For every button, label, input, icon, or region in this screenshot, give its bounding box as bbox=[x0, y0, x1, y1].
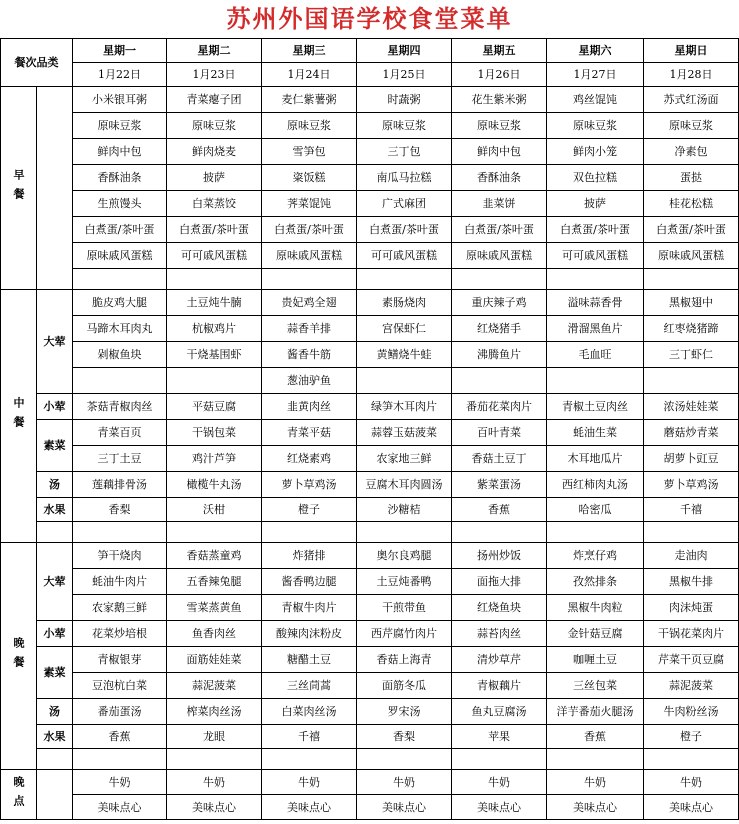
dish-cell: 牛奶 bbox=[357, 770, 452, 795]
dish-cell: 走油肉 bbox=[644, 543, 739, 569]
day-header: 星期四 bbox=[357, 39, 452, 63]
empty-cell bbox=[167, 749, 262, 770]
breakfast-row bbox=[1, 191, 739, 217]
dish-cell: 贵妃鸡全翅 bbox=[262, 290, 357, 316]
dish-cell: 三丁虾仁 bbox=[644, 342, 739, 368]
dish-cell: 龙眼 bbox=[167, 725, 262, 749]
dish-cell: 三丁土豆 bbox=[73, 446, 167, 472]
dish-cell: 牛奶 bbox=[452, 770, 547, 795]
dish-cell: 沃柑 bbox=[167, 498, 262, 522]
dish-cell: 白煮蛋/茶叶蛋 bbox=[547, 217, 644, 243]
dish-cell: 酱香牛筋 bbox=[262, 342, 357, 368]
dish-cell: 西芹腐竹肉片 bbox=[357, 621, 452, 647]
day-header: 星期日 bbox=[644, 39, 739, 63]
empty-cell bbox=[452, 522, 547, 543]
dish-cell: 滑溜黑鱼片 bbox=[547, 316, 644, 342]
dish-cell: 原味戚风蛋糕 bbox=[262, 243, 357, 269]
category-soup: 汤 bbox=[37, 699, 73, 725]
lunch-row bbox=[1, 368, 739, 394]
dish-cell: 黑椒牛排 bbox=[644, 569, 739, 595]
dish-cell: 榨菜肉丝汤 bbox=[167, 699, 262, 725]
dish-cell: 木耳地瓜片 bbox=[547, 446, 644, 472]
category-soup: 汤 bbox=[37, 472, 73, 498]
dish-cell bbox=[644, 368, 739, 394]
dish-cell: 黑椒牛肉粒 bbox=[547, 595, 644, 621]
empty-category bbox=[37, 749, 73, 770]
date-header: 1月28日 bbox=[644, 63, 739, 87]
lunch-row bbox=[1, 522, 739, 543]
dinner-row bbox=[1, 543, 739, 569]
day-header: 星期二 bbox=[167, 39, 262, 63]
menu-table bbox=[0, 38, 739, 820]
dish-cell: 宫保虾仁 bbox=[357, 316, 452, 342]
dish-cell: 金针菇豆腐 bbox=[547, 621, 644, 647]
empty-cell bbox=[262, 269, 357, 290]
lunch-row bbox=[1, 290, 739, 316]
dish-cell: 小米银耳粥 bbox=[73, 87, 167, 113]
empty-cell bbox=[262, 522, 357, 543]
empty-cell bbox=[644, 522, 739, 543]
empty-category bbox=[37, 522, 73, 543]
dish-cell: 青菜平菇 bbox=[262, 420, 357, 446]
dish-cell: 香菇土豆丁 bbox=[452, 446, 547, 472]
dish-cell: 牛奶 bbox=[167, 770, 262, 795]
dish-cell bbox=[452, 368, 547, 394]
lunch-row bbox=[1, 394, 739, 420]
dish-cell: 牛肉粉丝汤 bbox=[644, 699, 739, 725]
dish-cell: 溢味蒜香骨 bbox=[547, 290, 644, 316]
dish-cell: 沸腾鱼片 bbox=[452, 342, 547, 368]
dish-cell: 美味点心 bbox=[644, 795, 739, 820]
dish-cell: 鲜肉中包 bbox=[452, 139, 547, 165]
dish-cell: 香梨 bbox=[73, 498, 167, 522]
dish-cell: 豆泡杭白菜 bbox=[73, 673, 167, 699]
dish-cell: 扬州炒饭 bbox=[452, 543, 547, 569]
empty-cell bbox=[357, 749, 452, 770]
dish-cell: 红烧鱼块 bbox=[452, 595, 547, 621]
breakfast-row bbox=[1, 243, 739, 269]
dish-cell: 可可戚风蛋糕 bbox=[357, 243, 452, 269]
day-header: 星期六 bbox=[547, 39, 644, 63]
dish-cell bbox=[73, 368, 167, 394]
dish-cell: 韭菜饼 bbox=[452, 191, 547, 217]
empty-cell bbox=[73, 749, 167, 770]
dish-cell: 荠菜馄饨 bbox=[262, 191, 357, 217]
dish-cell: 豆腐木耳肉圆汤 bbox=[357, 472, 452, 498]
dish-cell: 香菇蒸童鸡 bbox=[167, 543, 262, 569]
header-date-row bbox=[1, 63, 739, 87]
empty-cell bbox=[167, 269, 262, 290]
dish-cell: 蛋挞 bbox=[644, 165, 739, 191]
dish-cell: 香酥油条 bbox=[73, 165, 167, 191]
snack-category bbox=[37, 770, 73, 820]
dish-cell: 披萨 bbox=[547, 191, 644, 217]
date-header: 1月25日 bbox=[357, 63, 452, 87]
dish-cell: 披萨 bbox=[167, 165, 262, 191]
dish-cell: 面拖大排 bbox=[452, 569, 547, 595]
dish-cell: 雪笋包 bbox=[262, 139, 357, 165]
dish-cell: 杭椒鸡片 bbox=[167, 316, 262, 342]
dish-cell: 香酥油条 bbox=[452, 165, 547, 191]
dish-cell: 鱼香肉丝 bbox=[167, 621, 262, 647]
dish-cell: 白菜肉丝汤 bbox=[262, 699, 357, 725]
date-header: 1月24日 bbox=[262, 63, 357, 87]
category-small-meat: 小荤 bbox=[37, 621, 73, 647]
meal-label-lunch: 中餐 bbox=[1, 290, 37, 543]
lunch-row bbox=[1, 472, 739, 498]
dish-cell: 生煎馒头 bbox=[73, 191, 167, 217]
dinner-row bbox=[1, 725, 739, 749]
dish-cell: 蒜泥菠菜 bbox=[167, 673, 262, 699]
day-header: 星期三 bbox=[262, 39, 357, 63]
dish-cell: 原味豆浆 bbox=[262, 113, 357, 139]
day-header: 星期一 bbox=[73, 39, 167, 63]
dish-cell: 酸辣肉沫粉皮 bbox=[262, 621, 357, 647]
dish-cell: 面筋冬瓜 bbox=[357, 673, 452, 699]
category-big-meat: 大荤 bbox=[37, 290, 73, 394]
dish-cell: 清炒草芹 bbox=[452, 647, 547, 673]
dish-cell: 茶菇青椒肉丝 bbox=[73, 394, 167, 420]
dish-cell: 粢饭糕 bbox=[262, 165, 357, 191]
dish-cell: 蒜苔肉丝 bbox=[452, 621, 547, 647]
dish-cell: 白煮蛋/茶叶蛋 bbox=[644, 217, 739, 243]
dish-cell: 黑椒翅中 bbox=[644, 290, 739, 316]
dish-cell: 蒜蓉玉菇菠菜 bbox=[357, 420, 452, 446]
dish-cell: 牛奶 bbox=[547, 770, 644, 795]
dish-cell: 鸡汁芦笋 bbox=[167, 446, 262, 472]
dish-cell: 广式麻团 bbox=[357, 191, 452, 217]
meal-label-snack: 晚点 bbox=[1, 770, 37, 820]
dish-cell: 炸烹仔鸡 bbox=[547, 543, 644, 569]
dish-cell: 番茄蛋汤 bbox=[73, 699, 167, 725]
dish-cell: 胡萝卜豇豆 bbox=[644, 446, 739, 472]
empty-cell bbox=[452, 749, 547, 770]
dish-cell: 马蹄木耳肉丸 bbox=[73, 316, 167, 342]
snack-row bbox=[1, 770, 739, 795]
dish-cell: 哈密瓜 bbox=[547, 498, 644, 522]
category-small-meat: 小荤 bbox=[37, 394, 73, 420]
dinner-row bbox=[1, 595, 739, 621]
dish-cell: 牛奶 bbox=[73, 770, 167, 795]
dish-cell: 毛血旺 bbox=[547, 342, 644, 368]
dish-cell: 青菜百页 bbox=[73, 420, 167, 446]
dish-cell: 沙糖桔 bbox=[357, 498, 452, 522]
dish-cell: 原味豆浆 bbox=[357, 113, 452, 139]
dish-cell: 香蕉 bbox=[73, 725, 167, 749]
dish-cell: 蒜泥菠菜 bbox=[644, 673, 739, 699]
dish-cell: 平菇豆腐 bbox=[167, 394, 262, 420]
dish-cell: 青椒土豆肉丝 bbox=[547, 394, 644, 420]
dish-cell: 白煮蛋/茶叶蛋 bbox=[73, 217, 167, 243]
empty-cell bbox=[644, 749, 739, 770]
dish-cell: 五香辣兔腿 bbox=[167, 569, 262, 595]
dish-cell: 红枣烧猪蹄 bbox=[644, 316, 739, 342]
dish-cell: 土豆炖番鸭 bbox=[357, 569, 452, 595]
dish-cell: 炸猪排 bbox=[262, 543, 357, 569]
empty-cell bbox=[167, 522, 262, 543]
dish-cell: 番茄花菜肉片 bbox=[452, 394, 547, 420]
dish-cell: 蘑菇炒青菜 bbox=[644, 420, 739, 446]
dish-cell: 香蕉 bbox=[452, 498, 547, 522]
dish-cell: 剁椒鱼块 bbox=[73, 342, 167, 368]
dish-cell: 莲藕排骨汤 bbox=[73, 472, 167, 498]
dish-cell: 香梨 bbox=[357, 725, 452, 749]
dish-cell: 面筋娃娃菜 bbox=[167, 647, 262, 673]
dish-cell bbox=[357, 368, 452, 394]
dish-cell: 蚝油牛肉片 bbox=[73, 569, 167, 595]
dish-cell: 干煎带鱼 bbox=[357, 595, 452, 621]
dish-cell: 原味戚风蛋糕 bbox=[644, 243, 739, 269]
dish-cell: 原味戚风蛋糕 bbox=[452, 243, 547, 269]
breakfast-row bbox=[1, 113, 739, 139]
dish-cell: 奥尔良鸡腿 bbox=[357, 543, 452, 569]
dish-cell: 肉沫炖蛋 bbox=[644, 595, 739, 621]
dish-cell: 干烧基围虾 bbox=[167, 342, 262, 368]
empty-cell bbox=[644, 269, 739, 290]
empty-cell bbox=[452, 269, 547, 290]
dish-cell: 橙子 bbox=[262, 498, 357, 522]
empty-cell bbox=[547, 269, 644, 290]
dish-cell: 白煮蛋/茶叶蛋 bbox=[357, 217, 452, 243]
dish-cell: 美味点心 bbox=[73, 795, 167, 820]
dish-cell: 千禧 bbox=[644, 498, 739, 522]
dish-cell: 孜然排条 bbox=[547, 569, 644, 595]
dish-cell: 红烧素鸡 bbox=[262, 446, 357, 472]
breakfast-row bbox=[1, 139, 739, 165]
dish-cell: 萝卜草鸡汤 bbox=[262, 472, 357, 498]
dish-cell: 青菜瘪子团 bbox=[167, 87, 262, 113]
dish-cell: 青椒藕片 bbox=[452, 673, 547, 699]
dish-cell: 浓汤娃娃菜 bbox=[644, 394, 739, 420]
dish-cell: 干锅花菜肉片 bbox=[644, 621, 739, 647]
dish-cell: 美味点心 bbox=[547, 795, 644, 820]
dish-cell: 绿笋木耳肉片 bbox=[357, 394, 452, 420]
dish-cell bbox=[167, 368, 262, 394]
empty-cell bbox=[73, 522, 167, 543]
snack-row bbox=[1, 795, 739, 820]
lunch-row bbox=[1, 446, 739, 472]
dinner-row bbox=[1, 749, 739, 770]
dish-cell: 原味豆浆 bbox=[547, 113, 644, 139]
dish-cell: 美味点心 bbox=[452, 795, 547, 820]
dish-cell: 牛奶 bbox=[262, 770, 357, 795]
dish-cell: 花生紫米粥 bbox=[452, 87, 547, 113]
dish-cell: 韭黄肉丝 bbox=[262, 394, 357, 420]
dish-cell: 花菜炒培根 bbox=[73, 621, 167, 647]
dish-cell: 鲜肉烧麦 bbox=[167, 139, 262, 165]
dinner-row bbox=[1, 621, 739, 647]
empty-cell bbox=[547, 522, 644, 543]
dish-cell: 鱼丸豆腐汤 bbox=[452, 699, 547, 725]
dish-cell: 红烧猪手 bbox=[452, 316, 547, 342]
lunch-row bbox=[1, 498, 739, 522]
dinner-row bbox=[1, 699, 739, 725]
date-header: 1月26日 bbox=[452, 63, 547, 87]
dish-cell: 酱香鸭边腿 bbox=[262, 569, 357, 595]
dish-cell: 麦仁紫薯粥 bbox=[262, 87, 357, 113]
dish-cell: 黄鳝烧牛蛙 bbox=[357, 342, 452, 368]
empty-cell bbox=[73, 269, 167, 290]
dish-cell: 葱油驴鱼 bbox=[262, 368, 357, 394]
category-fruit: 水果 bbox=[37, 498, 73, 522]
dish-cell: 紫菜蛋汤 bbox=[452, 472, 547, 498]
day-header: 星期五 bbox=[452, 39, 547, 63]
dish-cell: 白煮蛋/茶叶蛋 bbox=[167, 217, 262, 243]
dish-cell: 鲜肉中包 bbox=[73, 139, 167, 165]
dish-cell: 橙子 bbox=[644, 725, 739, 749]
dish-cell: 笋干烧肉 bbox=[73, 543, 167, 569]
dish-cell: 百叶青菜 bbox=[452, 420, 547, 446]
dish-cell: 蒜香羊排 bbox=[262, 316, 357, 342]
header-day-row bbox=[1, 39, 739, 63]
dish-cell: 洋芋番茄火腿汤 bbox=[547, 699, 644, 725]
dish-cell: 南瓜马拉糕 bbox=[357, 165, 452, 191]
date-header: 1月23日 bbox=[167, 63, 262, 87]
breakfast-row bbox=[1, 165, 739, 191]
category-big-meat: 大荤 bbox=[37, 543, 73, 621]
empty-cell bbox=[547, 749, 644, 770]
dish-cell: 苏式红汤面 bbox=[644, 87, 739, 113]
dish-cell: 白菜蒸饺 bbox=[167, 191, 262, 217]
dish-cell: 原味豆浆 bbox=[452, 113, 547, 139]
dish-cell: 可可戚风蛋糕 bbox=[167, 243, 262, 269]
dish-cell: 鲜肉小笼 bbox=[547, 139, 644, 165]
empty-cell bbox=[262, 749, 357, 770]
dish-cell: 鸡丝馄饨 bbox=[547, 87, 644, 113]
category-vegetable: 素菜 bbox=[37, 647, 73, 699]
dish-cell: 重庆辣子鸡 bbox=[452, 290, 547, 316]
dish-cell: 素肠烧肉 bbox=[357, 290, 452, 316]
dish-cell: 雪菜蒸黄鱼 bbox=[167, 595, 262, 621]
dish-cell: 芹菜干页豆腐 bbox=[644, 647, 739, 673]
dish-cell: 香蕉 bbox=[547, 725, 644, 749]
dish-cell: 原味豆浆 bbox=[73, 113, 167, 139]
dish-cell: 可可戚风蛋糕 bbox=[547, 243, 644, 269]
dish-cell: 脆皮鸡大腿 bbox=[73, 290, 167, 316]
dish-cell: 糖醋土豆 bbox=[262, 647, 357, 673]
dish-cell: 青椒牛肉片 bbox=[262, 595, 357, 621]
page-title: 苏州外国语学校食堂菜单 bbox=[226, 4, 513, 33]
dish-cell: 青椒银芽 bbox=[73, 647, 167, 673]
dish-cell: 牛奶 bbox=[644, 770, 739, 795]
dish-cell: 白煮蛋/茶叶蛋 bbox=[452, 217, 547, 243]
dish-cell: 干锅包菜 bbox=[167, 420, 262, 446]
dish-cell: 原味豆浆 bbox=[167, 113, 262, 139]
dinner-row bbox=[1, 569, 739, 595]
dish-cell bbox=[547, 368, 644, 394]
dish-cell: 咖喱土豆 bbox=[547, 647, 644, 673]
dish-cell: 农家鹅三鲜 bbox=[73, 595, 167, 621]
meal-label-dinner: 晚餐 bbox=[1, 543, 37, 770]
dish-cell: 时蔬粥 bbox=[357, 87, 452, 113]
date-header: 1月27日 bbox=[547, 63, 644, 87]
gap-row bbox=[1, 269, 739, 290]
category-vegetable: 素菜 bbox=[37, 420, 73, 472]
dish-cell: 农家地三鲜 bbox=[357, 446, 452, 472]
dish-cell: 双色拉糕 bbox=[547, 165, 644, 191]
dish-cell: 桂花松糕 bbox=[644, 191, 739, 217]
dish-cell: 蚝油生菜 bbox=[547, 420, 644, 446]
lunch-row bbox=[1, 342, 739, 368]
dish-cell: 美味点心 bbox=[167, 795, 262, 820]
dish-cell: 罗宋汤 bbox=[357, 699, 452, 725]
dinner-row bbox=[1, 673, 739, 699]
dish-cell: 美味点心 bbox=[357, 795, 452, 820]
empty-cell bbox=[357, 269, 452, 290]
breakfast-row bbox=[1, 217, 739, 243]
dish-cell: 原味豆浆 bbox=[644, 113, 739, 139]
empty-cell bbox=[357, 522, 452, 543]
corner-label: 餐次品类 bbox=[1, 39, 73, 87]
dish-cell: 三丁包 bbox=[357, 139, 452, 165]
lunch-row bbox=[1, 420, 739, 446]
dish-cell: 净素包 bbox=[644, 139, 739, 165]
dish-cell: 美味点心 bbox=[262, 795, 357, 820]
category-fruit: 水果 bbox=[37, 725, 73, 749]
dish-cell: 西红柿肉丸汤 bbox=[547, 472, 644, 498]
dish-cell: 橄榄牛丸汤 bbox=[167, 472, 262, 498]
dish-cell: 三丝茼蒿 bbox=[262, 673, 357, 699]
dish-cell: 原味戚风蛋糕 bbox=[73, 243, 167, 269]
dish-cell: 萝卜草鸡汤 bbox=[644, 472, 739, 498]
dish-cell: 千禧 bbox=[262, 725, 357, 749]
breakfast-category bbox=[37, 87, 73, 290]
dish-cell: 三丝包菜 bbox=[547, 673, 644, 699]
dish-cell: 香菇上海青 bbox=[357, 647, 452, 673]
lunch-row bbox=[1, 316, 739, 342]
dish-cell: 白煮蛋/茶叶蛋 bbox=[262, 217, 357, 243]
dish-cell: 土豆炖牛腩 bbox=[167, 290, 262, 316]
dish-cell: 苹果 bbox=[452, 725, 547, 749]
date-header: 1月22日 bbox=[73, 63, 167, 87]
dinner-row bbox=[1, 647, 739, 673]
meal-label-breakfast: 早餐 bbox=[1, 87, 37, 290]
breakfast-row bbox=[1, 87, 739, 113]
